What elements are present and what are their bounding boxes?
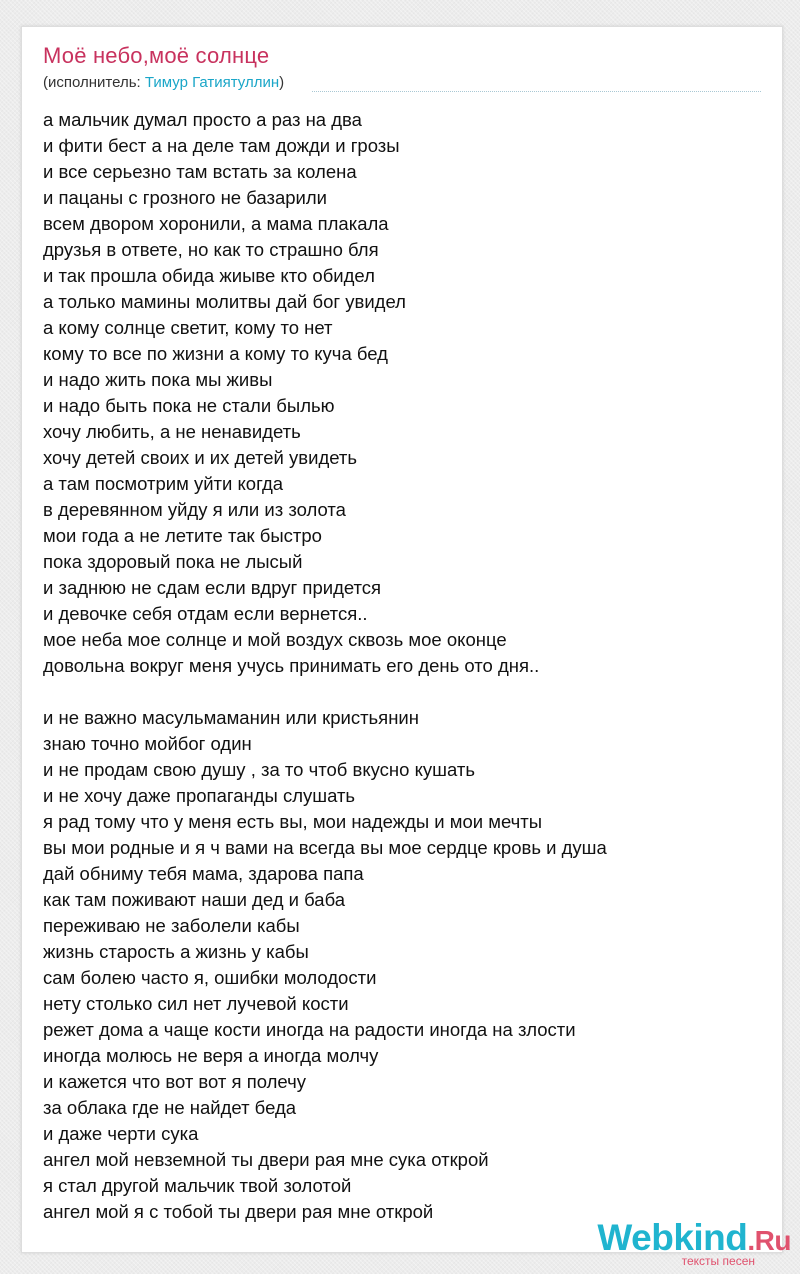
- logo-tld: .Ru: [747, 1225, 791, 1256]
- lyrics-card: [21, 26, 783, 1253]
- artist-suffix: ): [279, 74, 285, 91]
- logo-word: Webkind: [597, 1217, 748, 1258]
- dotted-divider: [312, 91, 761, 92]
- artist-prefix: (исполнитель:: [43, 74, 145, 91]
- lyrics-text: а мальчик думал просто а раз на два и фити бест а на деле там дожди и грозы и все серьезно там встать за колена и пацаны с грозного не базарили всем двором хоронили, а мама плакала друзья в ответе, но как то страшно бля и так прошла обида жиыве кто обидел а только мамины молитвы дай бог увидел а кому солнце светит, кому то нет кому то все по жизни а кому то куча бед и надо жить пока мы живы и надо быть пока не стали былью хочу любить, а не ненавидеть хочу детей своих и их детей увидеть а там посмотрим уйти когда в деревянном уйду я или из золота мои года а не летите так быстро пока здоровый пока не лысый и заднюю не сдам если вдруг придется и девочке себя отдам если вернется.. мое неба мое солнце и мой воздух сквозь мое оконце довольна вокруг меня учусь принимать его день ото дня.. и не важно масульмаманин или кристьянин знаю точно мойбог один и не продам свою душу , за то чтоб вкусно кушать и не хочу даже пропаганды слушать я рад тому что у меня есть вы, мои надежды и мои мечты вы мои родные и я ч вами на всегда вы мое сердце кровь и душа дай обниму тебя мама, здарова папа как там поживают наши дед и баба переживаю не заболели кабы жизнь старость а жизнь у кабы сам болею часто я, ошибки молодости нету столько сил нет лучевой кости режет дома а чаще кости иногда на радости иногда на злости иногда молюсь не веря а иногда молчу и кажется что вот вот я полечу за облака где не найдет беда и даже черти сука ангел мой невземной ты двери рая мне сука открой я стал другой мальчик твой золотой ангел мой я с тобой ты двери рая мне открой: [43, 109, 607, 1222]
- artist-link[interactable]: Тимур Гатиятуллин: [144, 74, 280, 91]
- logo-tagline: тексты песен: [681, 1254, 755, 1268]
- site-logo[interactable]: [597, 1219, 791, 1268]
- song-title: Моё небо,моё солнце: [43, 43, 270, 68]
- artist-line: [43, 74, 284, 91]
